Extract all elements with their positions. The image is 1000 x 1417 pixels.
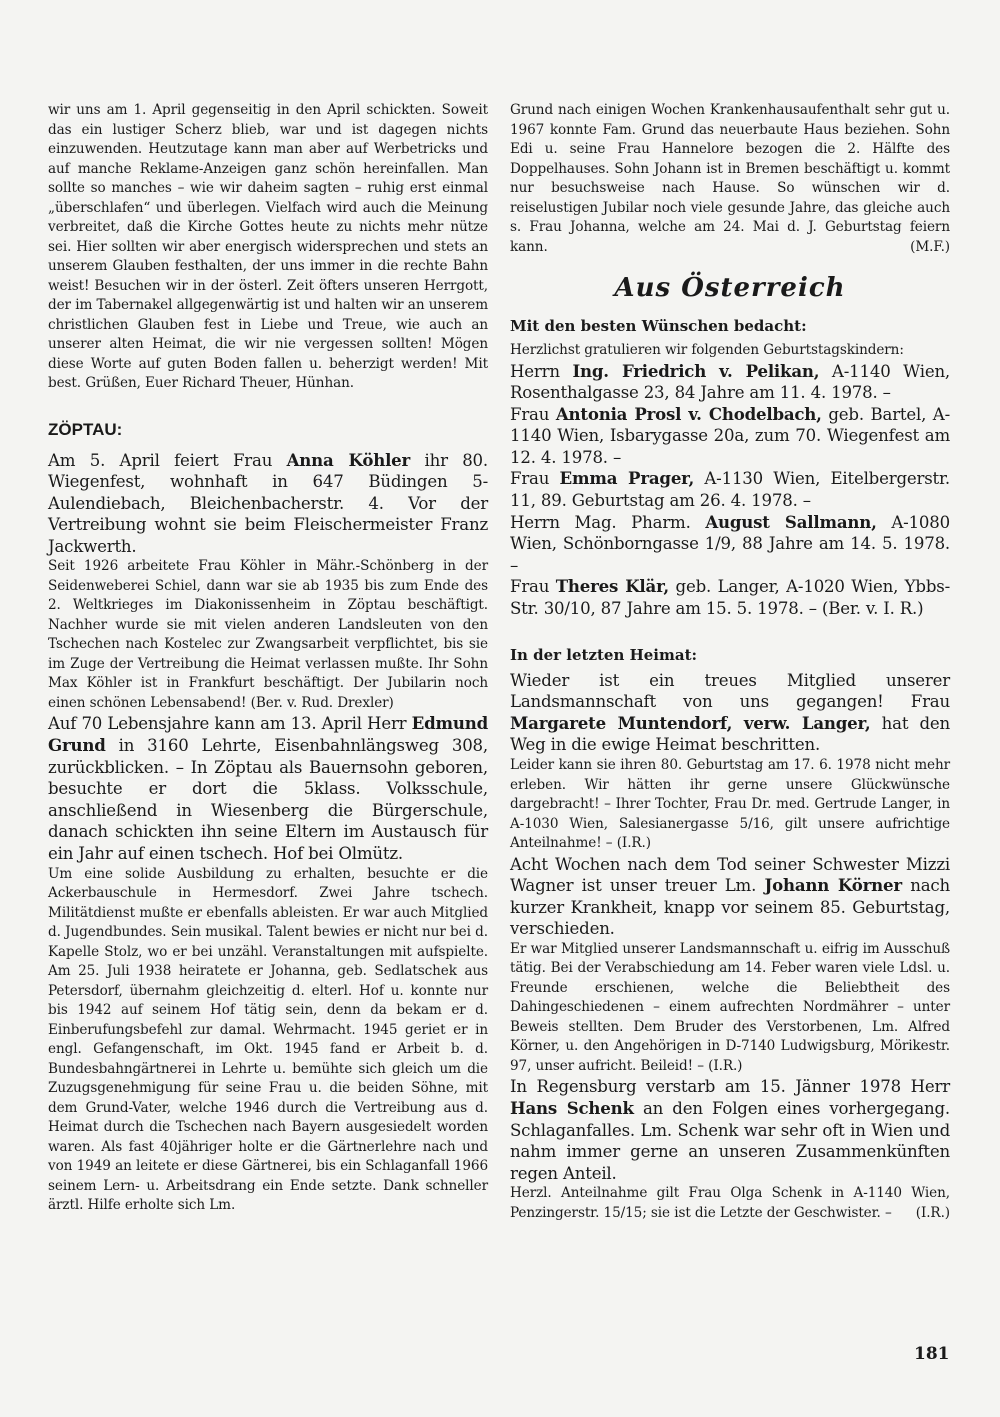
text-segment: Acht Wochen nach dem Tod seiner Schwester Mizzi Wagner ist unser treuer Lm. — [510, 854, 950, 896]
name-highlight: Hans Schenk — [510, 1097, 634, 1118]
left-column — [48, 101, 488, 1216]
name-highlight: Margarete Muntendorf, verw. Langer, — [510, 712, 871, 733]
text-segment: geb. Langer, A-1020 Wien, Ybbs-Str. 30/10, 87 Jahre am 15. 5. 1978. – (Ber. v. I. R.) — [510, 577, 950, 619]
greeting-entry — [510, 404, 950, 469]
name-highlight: Theres Klär, — [555, 576, 669, 597]
page-number: 181 — [914, 1344, 950, 1364]
text-segment: nach kurzer Krankheit, knapp vor seinem 85. Geburtstag, verschieden. — [510, 876, 950, 939]
text-segment: Herzlichst gratulieren wir folgenden Geburtstagskindern: — [510, 342, 904, 358]
author-sign: (I.R.) — [915, 1204, 950, 1221]
heading-obituaries: In der letzten Heimat: — [510, 645, 698, 664]
intro-paragraph — [48, 101, 488, 394]
name-highlight: Emma Prager, — [559, 468, 695, 489]
obituary-detail-muntendorf — [510, 756, 950, 854]
text-segment: Frau — [510, 404, 556, 424]
name-highlight: Johann Körner — [764, 875, 902, 896]
text-segment: Leider kann sie ihren 80. Geburtstag am 17. 6. 1978 nicht mehr erleben. Wir hätten ihr gerne unsere Glückwünsche dargebracht! – Ihrer Tochter, Frau Dr. med. Gertrude Langer, in A-1030 Wien, Salesianergasse 5/16, gilt unsere aufrichtige Anteilnahme! – (I.R.) — [510, 757, 950, 851]
text-segment: Herrn Mag. Pharm. — [510, 512, 706, 532]
obituary-johann-koerner — [510, 854, 950, 940]
text-segment: hat den Weg in die ewige Heimat beschritten. — [510, 713, 951, 755]
greetings-intro — [510, 341, 950, 361]
text-segment: wir uns am 1. April gegenseitig in den April schickten. Soweit das ein lustiger Scherz blieb, war und ist dagegen nichts einzuwenden. Heutzutage kann man aber auf Werbetricks und auf manche Reklame-Anzeigen ganz schön hereinfallen. Man sollte so manches – wie wir daheim sagten – ruhig erst einmal „überschlafen“ und überlegen. Vielfach wird auch die Meinung verbreitet, daß die Kirche Gottes heute zu nichts mehr nütze sei. Hier sollten wir aber energisch widersprechen und stets an unserem Glauben festhalten, der uns immer in die rechte Bahn weist! Besuchen wir in der österl. Zeit öfters unseren Herrgott, der im Tabernakel allgegenwärtig ist und halten wir an unserem christlichen Glauben fest in Liebe und Treue, wie auch an unserer alten Heimat, die wir nie vergessen sollten! Mögen diese Worte auf guten Boden fallen u. beherzigt werden! Mit best. Grüßen, Euer Richard Theuer, Hünhan. — [48, 102, 488, 391]
text-segment: Er war Mitglied unserer Landsmannschaft u. eifrig im Ausschuß tätig. Bei der Verabschiedung am 14. Feber waren viele Ldsl. u. Freunde erschienen, welche die Beliebtheit des Dahingeschiedenen – einem aufrechten Nordmährer – unter Beweis stellten. Dem Bruder des Verstorbenen, Lm. Alfred Körner, u. den Angehörigen in D-7140 Ludwigsburg, Mörikestr. 97, unser aufricht. Beileid! – (I.R.) — [510, 940, 950, 1074]
text-segment: Frau — [510, 469, 560, 489]
text-segment: In Regensburg verstarb am 15. Jänner 1978 Herr — [510, 1077, 950, 1097]
text-segment: an den Folgen eines vorhergegang. Schlaganfalles. Lm. Schenk war sehr oft in Wien und nahm immer gerne an unseren Zusammenkünften regen Anteil. — [510, 1098, 950, 1183]
name-highlight: Edmund Grund — [48, 713, 488, 756]
text-segment: Am 5. April feiert Frau — [48, 450, 287, 470]
name-highlight: Antonia Prosl v. Chodelbach, — [555, 403, 822, 424]
text-segment: Seit 1926 arbeitete Frau Köhler in Mähr.-Schönberg in der Seidenweberei Schiel, dann war sie ab 1935 bis zum Ende des 2. Weltkrieges im Diakonissenheim in Zöptau beschäftigt. Nachher wurde sie mit vielen anderen Landsleuten von den Tschechen nach Kostelec zur Zwangsarbeit verpflichtet, bis sie im Zuge der Vertreibung die Heimat verlassen mußte. Ihr Sohn Max Köhler ist in Frankfurt beschäftigt. Der Jubilarin noch einen schönen Lebensabend! (Ber. v. Rud. Drexler) — [48, 558, 488, 711]
greeting-entry — [510, 576, 950, 619]
biography-anna-koehler — [48, 557, 488, 713]
birthday-edmund-grund — [48, 713, 488, 864]
text-segment: Wieder ist ein treues Mitglied unserer Landsmannschaft von uns gegangen! Frau — [510, 670, 950, 712]
right-column — [510, 101, 950, 1223]
greeting-entry — [510, 361, 950, 404]
text-segment: geb. Bartel, A-1140 Wien, Isbarygasse 20a, zum 70. Wiegenfest am 12. 4. 1978. – — [510, 404, 950, 467]
obituary-detail-koerner — [510, 940, 950, 1077]
name-highlight: Anna Köhler — [286, 449, 411, 470]
section-title-austria: Aus Österreich — [614, 273, 846, 303]
obituary-margarete-muntendorf — [510, 670, 950, 756]
heading-best-wishes: Mit den besten Wünschen bedacht: — [510, 317, 807, 335]
text-segment: Grund nach einigen Wochen Krankenhausaufenthalt sehr gut u. 1967 konnte Fam. Grund das neuerbaute Haus beziehen. Sohn Edi u. seine Frau Hannelore bezogen die 2. Hälfte des Doppelhauses. Sohn Johann ist in Bremen beschäftigt u. kommt nur besuchsweise nach Hause. So wünschen wir d. reiselustigen Jubilar noch viele gesunde Jahre, das gleiche auch s. Frau Johanna, welche am 24. Mai d. J. Geburtstag feiern kann. — [510, 102, 950, 255]
text-segment: Herrn — [510, 361, 573, 381]
greetings-list — [510, 361, 950, 620]
text-segment: A-1130 Wien, Eitelbergerstr. 11, 89. Geburtstag am 26. 4. 1978. – — [510, 469, 950, 511]
greeting-entry — [510, 512, 950, 577]
text-segment: A-1080 Wien, Schönborngasse 1/9, 88 Jahre am 14. 5. 1978. – — [510, 512, 950, 575]
greeting-entry — [510, 468, 950, 511]
obituary-detail-schenk — [510, 1184, 950, 1223]
text-segment: Auf 70 Lebensjahre kann am 13. April Herr — [48, 714, 412, 734]
text-segment: Frau — [510, 577, 556, 597]
text-segment: Herzl. Anteilnahme gilt Frau Olga Schenk in A-1140 Wien, Penzingerstr. 15/15; sie ist die Letzte der Geschwister. – — [510, 1185, 950, 1221]
name-highlight: August Sallmann, — [705, 511, 877, 532]
name-highlight: Ing. Friedrich v. Pelikan, — [572, 360, 820, 381]
biography-edmund-grund — [48, 865, 488, 1216]
text-segment: ihr 80. Wiegenfest, wohnhaft in 647 Büdingen 5-Aulendiebach, Bleichenbacherstr. 4. Vor der Vertreibung wohnt sie beim Fleischermeister Franz Jackwerth. — [48, 450, 488, 556]
obituary-hans-schenk — [510, 1076, 950, 1184]
birthday-anna-koehler — [48, 450, 488, 558]
text-segment: in 3160 Lehrte, Eisenbahnlängsweg 308, zurückblicken. – In Zöptau als Bauernsohn geboren, besuchte er dort die 5klass. Volksschule, anschließend in Wiesenberg die Bürgerschule, danach schickten ihn seine Eltern im Austausch für ein Jahr auf einen tschech. Hof bei Olmütz. — [48, 736, 488, 864]
biography-continued — [510, 101, 950, 257]
author-sign: (M.F.) — [910, 238, 950, 255]
text-segment: A-1140 Wien, Rosenthalgasse 23, 84 Jahre am 11. 4. 1978. – — [510, 361, 951, 403]
text-segment: Um eine solide Ausbildung zu erhalten, besuchte er die Ackerbauschule in Hermesdorf. Zwei Jahre tschech. Militätdienst mußte er ebenfalls ableisten. Er war auch Mitglied d. Jugendbundes. Sein musikal. Talent bewies er nicht nur bei d. Kapelle Stolz, wo er bei unzähl. Veranstaltungen mit aufspielte. Am 25. Juli 1938 heiratete er Johanna, geb. Sedlatschek aus Petersdorf, übernahm gleichzeitig d. elterl. Hof u. konnte nur bis 1942 auf seinem Hof tätig sein, denn da bekam er d. Einberufungsbefehl zur damal. Wehrmacht. 1945 geriet er in engl. Gefangenschaft, im Okt. 1945 fand er Arbeit b. d. Bundesbahngärtnerei in Lehrte u. bemühte sich gleich um die Zuzugsgenehmigung für seine Frau u. die beiden Söhne, mit dem Grund-Vater, welche 1946 durch die Vertreibung aus d. Heimat durch die Tschechen nach Bayern ausgesiedelt worden waren. Als fast 40jähriger holte er die Gärtnerlehre nach und von 1949 an leitete er diese Gärtnerei, bis ein Schlaganfall 1966 seinem Lern- u. Arbeitsdrang ein Ende setzte. Dank schneller ärztl. Hilfe erholte sich Lm. — [48, 865, 488, 1214]
section-heading-zoeptau: ZÖPTAU: — [48, 419, 123, 439]
